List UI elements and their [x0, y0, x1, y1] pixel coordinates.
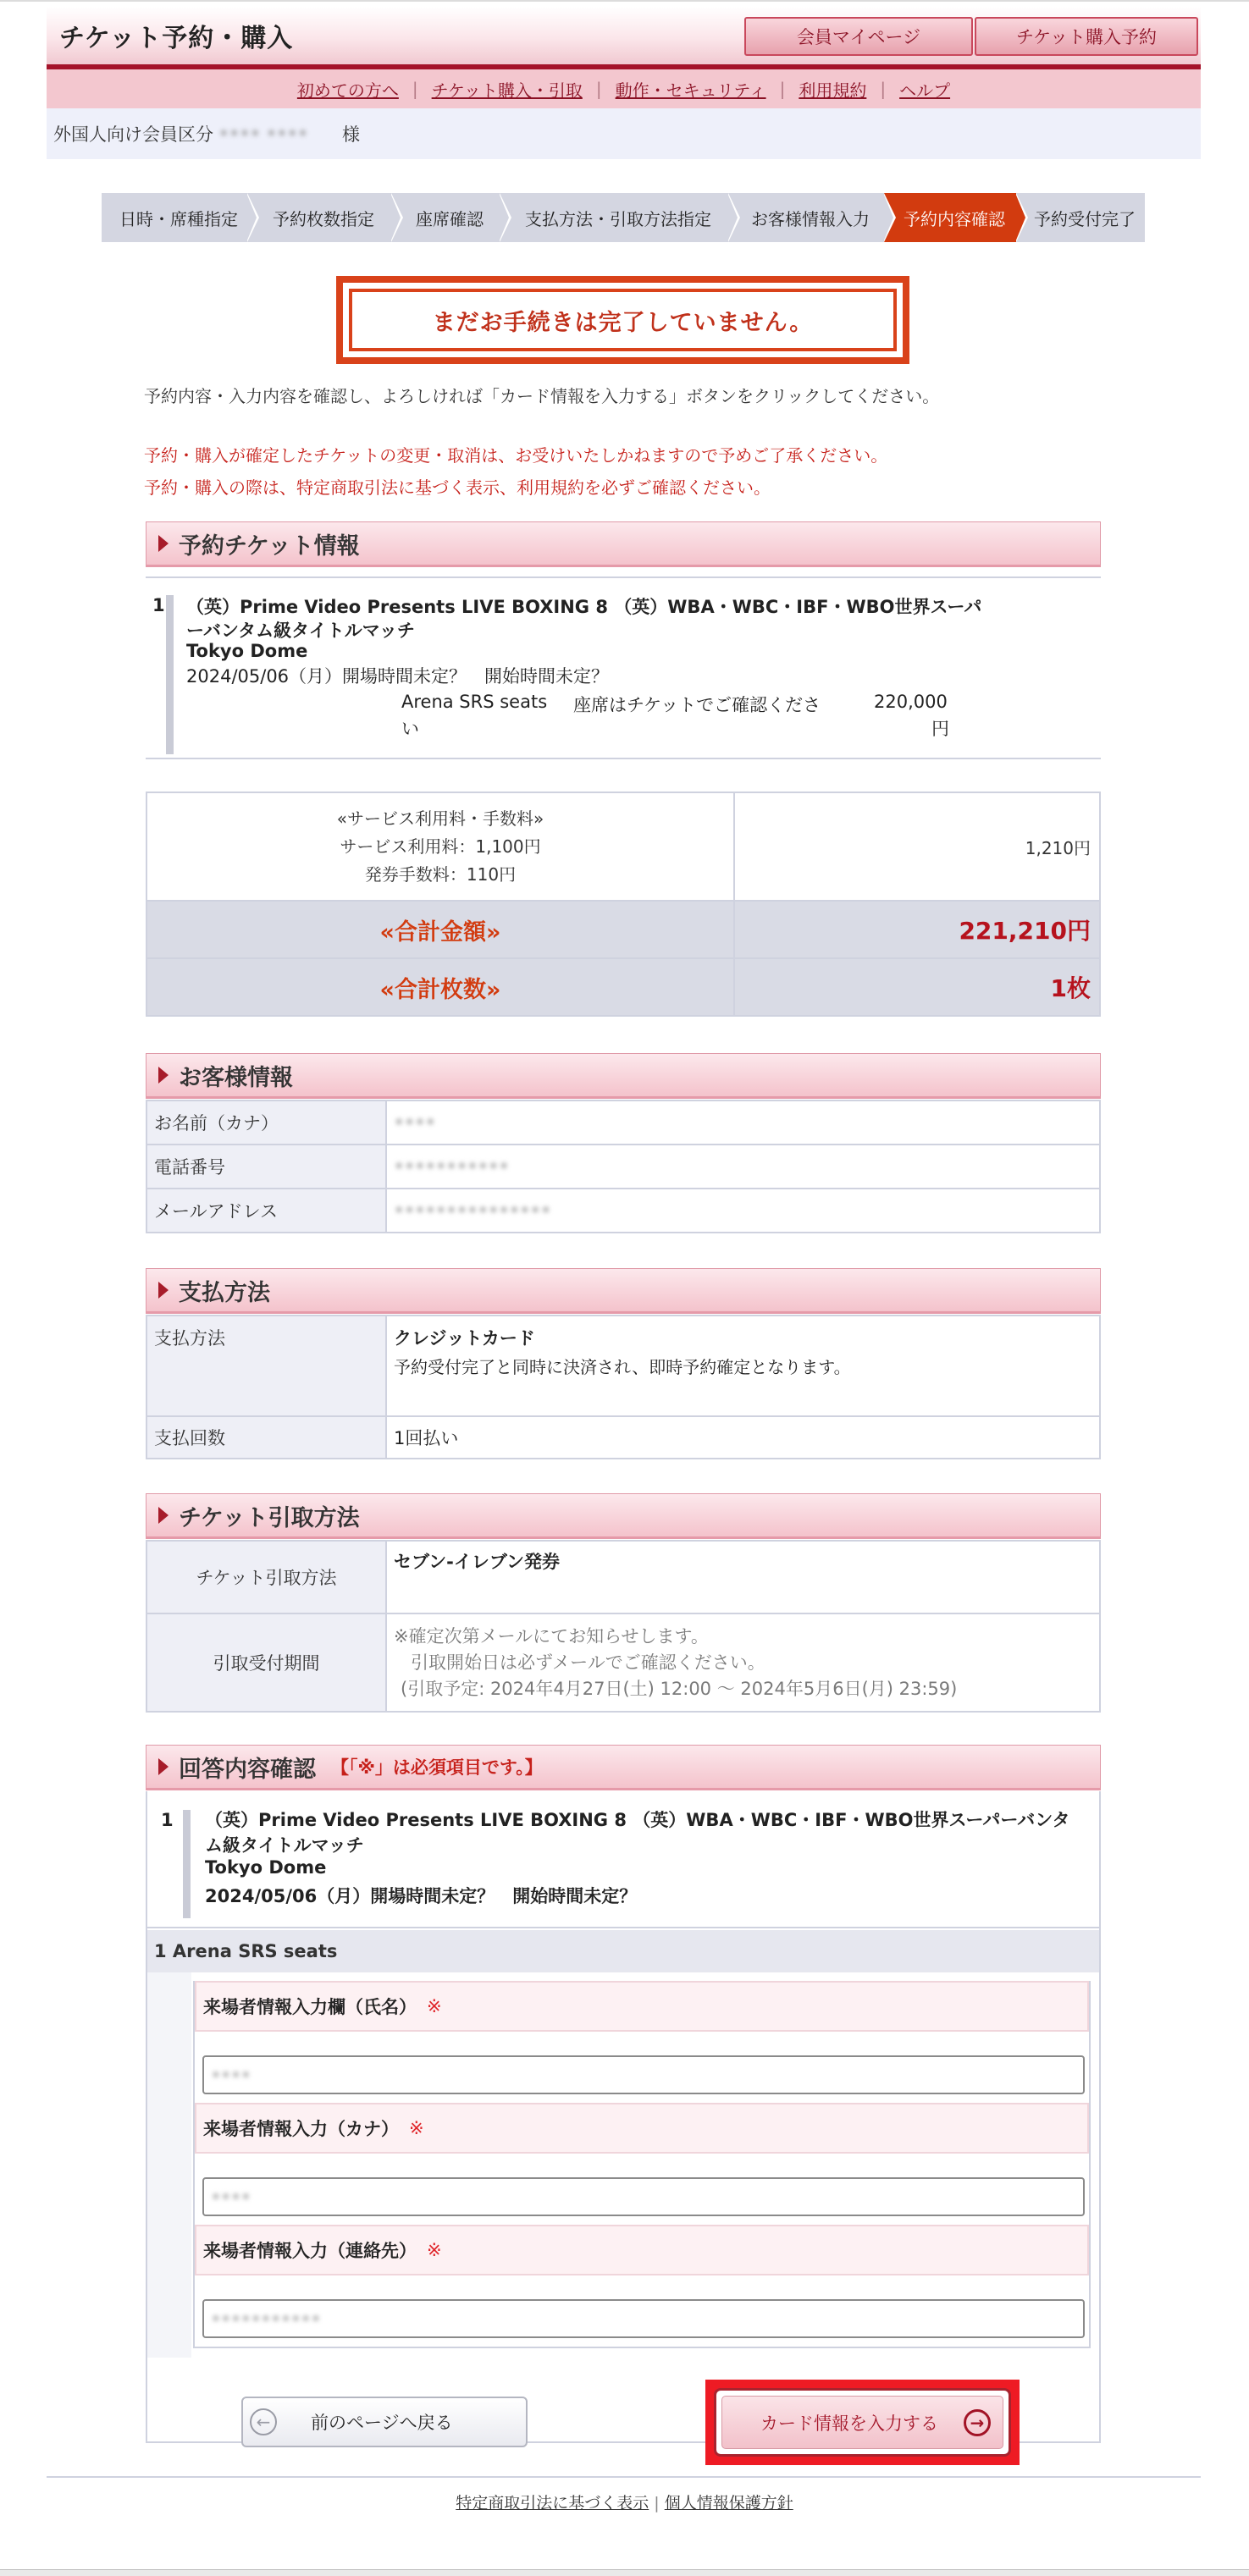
ticket-price-unit: 円: [931, 719, 949, 739]
section-arrow-icon: [158, 1507, 169, 1524]
nav-separator: |: [880, 79, 887, 99]
event-datetime: 2024/05/06（月）開場時間未定？ 開始時間未定？: [186, 666, 610, 687]
answer-event-title-1: （英）Prime Video Presents LIVE BOXING 8 （英）WBA・WBC・IBF・WBO世界スーパーバンタ: [205, 1810, 1070, 1830]
total-amount-label: «合計金額»: [146, 901, 734, 958]
step-customer-info: お客様情報入力: [728, 193, 884, 242]
payment-table: [146, 1315, 1101, 1459]
section-title: 回答内容確認: [179, 1756, 316, 1783]
section-payment-heading: [146, 1268, 1101, 1314]
event-venue: Tokyo Dome: [186, 641, 308, 661]
section-title: お客様情報: [179, 1064, 293, 1091]
seat-type: Arena SRS seats: [401, 692, 548, 712]
section-title: 予約チケット情報: [179, 532, 360, 560]
payment-times-value: 1回払い: [386, 1416, 1100, 1459]
nav-link-purchase[interactable]: チケット購入・引取: [431, 80, 583, 101]
nav-separator: |: [412, 79, 418, 99]
customer-phone-value: •••••••••••: [394, 1156, 510, 1177]
fee-amount: 1,210円: [734, 792, 1100, 901]
answer-seat-row: 1 Arena SRS seats: [146, 1930, 1101, 1972]
progress-steps: [102, 193, 1145, 242]
customer-table: [146, 1100, 1101, 1233]
nav-separator: |: [595, 79, 602, 99]
member-suffix: 様: [342, 124, 360, 145]
pickup-period-note-1: ※確定次第メールにてお知らせします。: [394, 1625, 709, 1647]
footer-divider: [47, 2476, 1201, 2478]
visitor-contact-input[interactable]: •••••••••••: [202, 2299, 1085, 2338]
seat-note-2: い: [401, 719, 419, 739]
step-complete: 予約受付完了: [1016, 193, 1145, 242]
footer-link-commerce-law[interactable]: 特定商取引法に基づく表示: [456, 2494, 649, 2513]
enter-card-info-button[interactable]: [714, 2388, 1011, 2457]
step-quantity: 予約枚数指定: [247, 193, 391, 242]
forward-arrow-icon: →: [964, 2409, 991, 2436]
nav-link-security[interactable]: 動作・セキュリティ: [615, 80, 766, 101]
step-date-seat: 日時・席種指定: [102, 193, 247, 242]
pickup-table: [146, 1540, 1101, 1713]
pickup-period-note-2: 引取開始日は必ずメールでご確認ください。: [411, 1652, 765, 1673]
back-button-label: 前のページへ戻る: [311, 2413, 453, 2433]
required-star-icon: ※: [427, 1996, 442, 2016]
section-ticket-heading: [146, 521, 1101, 567]
total-count-value: 1枚: [734, 958, 1100, 1016]
step-payment-pickup: 支払方法・引取方法指定: [500, 193, 728, 242]
back-button[interactable]: [241, 2397, 528, 2447]
section-arrow-icon: [158, 535, 169, 552]
answer-ticket-block: [146, 1791, 1101, 1928]
answer-field-label: 来場者情報入力（カナ） ※: [195, 2103, 1089, 2154]
customer-key: お名前（カナ）: [146, 1100, 386, 1145]
notice-cancel: 予約・購入が確定したチケットの変更・取消は、お受けいたしかねますので予めご了承ください。: [144, 445, 888, 466]
answer-field-contact: [193, 2225, 1091, 2348]
answer-indent: [146, 1972, 191, 2358]
fee-description: [146, 792, 734, 901]
pickup-method-key: チケット引取方法: [146, 1541, 386, 1613]
event-title-1: （英）Prime Video Presents LIVE BOXING 8 （英）WBA・WBC・IBF・WBO世界スーパ: [186, 597, 982, 617]
answer-field-name: [193, 1981, 1091, 2103]
nav-link-beginners[interactable]: 初めての方へ: [296, 80, 399, 101]
total-amount-value: 221,210円: [734, 901, 1100, 958]
payment-times-key: 支払回数: [146, 1416, 386, 1459]
sub-navigation: [47, 69, 1201, 108]
required-star-icon: ※: [409, 2118, 424, 2138]
member-mypage-button[interactable]: 会員マイページ: [744, 17, 973, 56]
nav-link-terms[interactable]: 利用規約: [799, 80, 867, 101]
customer-name-value: ••••: [394, 1112, 436, 1133]
visitor-kana-input[interactable]: ••••: [202, 2177, 1085, 2216]
ticket-reserve-button[interactable]: チケット購入予約: [975, 17, 1198, 56]
pickup-method-value: セブン-イレブン発券: [386, 1541, 1100, 1613]
member-bar: [47, 108, 1201, 159]
answer-event-venue: Tokyo Dome: [205, 1857, 327, 1878]
notice-terms: 予約・購入の際は、特定商取引法に基づく表示、利用規約を必ずご確認ください。: [144, 477, 771, 498]
fee-label: «サービス利用料・手数料»: [336, 808, 544, 829]
top-border: [0, 0, 1249, 2]
payment-method-value: クレジットカード: [394, 1328, 535, 1349]
customer-key: メールアドレス: [146, 1189, 386, 1233]
section-title: チケット引取方法: [179, 1504, 360, 1531]
site-title: チケット予約・購入: [59, 24, 294, 53]
step-seat-confirm: 座席確認: [391, 193, 500, 242]
section-customer-heading: [146, 1053, 1101, 1099]
member-name: •••• ••••: [218, 124, 308, 144]
pickup-period-schedule: (引取予定: 2024年4月27日(土) 12:00 〜 2024年5月6日(月) 23:59): [401, 1678, 958, 1699]
payment-method-key: 支払方法: [146, 1316, 386, 1416]
fee-table: [146, 792, 1101, 1017]
customer-key: 電話番号: [146, 1145, 386, 1189]
visitor-name-input[interactable]: ••••: [202, 2055, 1085, 2094]
section-title: 支払方法: [179, 1279, 270, 1306]
answer-event-datetime: 2024/05/06（月）開場時間未定？ 開始時間未定？: [205, 1886, 638, 1906]
total-count-label: «合計枚数»: [146, 958, 734, 1016]
bottom-border: [0, 2569, 1249, 2576]
incomplete-warning-box: [336, 276, 909, 364]
answer-field-label: 来場者情報入力欄（氏名） ※: [195, 1981, 1089, 2032]
issue-fee: 発券手数料：110円: [364, 863, 517, 885]
section-arrow-icon: [158, 1067, 169, 1084]
section-pickup-heading: [146, 1493, 1101, 1539]
seat-note-1: 座席はチケットでご確認くださ: [573, 695, 821, 715]
nav-link-help[interactable]: ヘルプ: [899, 80, 951, 101]
incomplete-warning-text: まだお手続きは完了していません。: [349, 289, 897, 351]
step-confirm-active: 予約内容確認: [884, 193, 1016, 242]
footer-link-privacy[interactable]: 個人情報保護方針: [664, 2494, 793, 2513]
footer-separator: |: [654, 2494, 660, 2513]
answer-ticket-index: 1: [161, 1810, 174, 1830]
payment-method-note: 予約受付完了と同時に決済され、即時予約確定となります。: [394, 1357, 851, 1377]
event-title-2: ーバンタム級タイトルマッチ: [186, 621, 415, 641]
section-answer-heading: [146, 1745, 1101, 1790]
enter-card-info-label: カード情報を入力する: [760, 2413, 938, 2434]
answer-field-kana: [193, 2103, 1091, 2225]
customer-email-value: •••••••••••••••: [394, 1200, 551, 1221]
back-arrow-icon: ←: [250, 2408, 277, 2435]
required-note: 【「※」は必須項目です。】: [331, 1757, 543, 1778]
ticket-price: 220,000: [874, 692, 948, 712]
intro-text: 予約内容・入力内容を確認し、よろしければ「カード情報を入力する」ボタンをクリックしてください。: [144, 386, 940, 406]
section-arrow-icon: [158, 1758, 169, 1775]
nav-separator: |: [779, 79, 786, 99]
member-type-label: 外国人向け会員区分: [53, 124, 213, 145]
answer-event-title-2: ム級タイトルマッチ: [205, 1835, 364, 1856]
ticket-index: 1: [152, 595, 165, 615]
ticket-info-block: [146, 576, 1101, 759]
ticket-bar: [166, 595, 174, 754]
footer: [0, 2491, 1249, 2513]
required-star-icon: ※: [427, 2240, 442, 2260]
pickup-period-key: 引取受付期間: [146, 1613, 386, 1712]
answer-ticket-bar: [183, 1810, 191, 1918]
service-fee: サービス利用料：1,100円: [340, 836, 541, 857]
page-header: [47, 7, 1201, 69]
section-arrow-icon: [158, 1282, 169, 1299]
answer-field-label: 来場者情報入力（連絡先） ※: [195, 2225, 1089, 2275]
next-button-highlight: [705, 2380, 1020, 2465]
